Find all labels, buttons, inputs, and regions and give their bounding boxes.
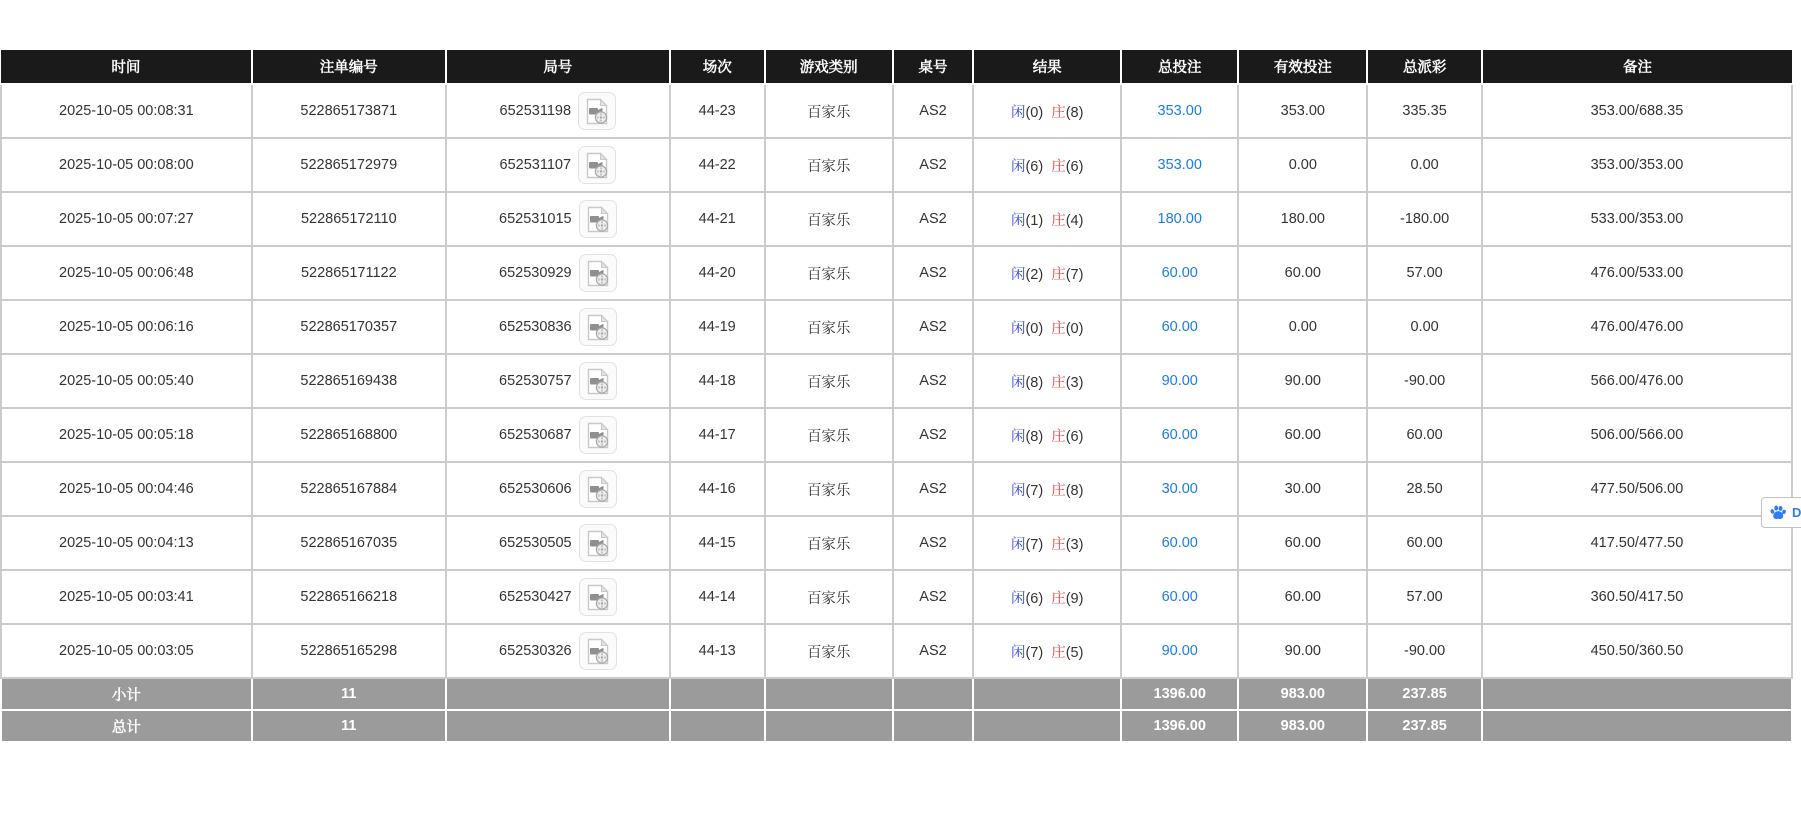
banker-result-label: 庄	[1051, 536, 1066, 553]
video-replay-icon	[586, 530, 610, 557]
cell-table-no: AS2	[893, 570, 974, 624]
player-result-label: 闲	[1010, 104, 1026, 121]
cell-round-no	[446, 354, 670, 408]
video-replay-button[interactable]	[579, 578, 617, 616]
cell-payout: 0.00	[1367, 300, 1482, 354]
total-bet-link[interactable]: 60.00	[1161, 589, 1198, 605]
col-header-valid-bet: 有效投注	[1238, 50, 1367, 84]
cell-valid-bet: 0.00	[1238, 138, 1367, 192]
video-replay-icon	[586, 368, 610, 395]
video-replay-button[interactable]	[579, 470, 617, 508]
cell-session: 44-22	[670, 138, 765, 192]
table-row	[1, 570, 1792, 624]
cell-time: 2025-10-05 00:04:13	[1, 516, 252, 570]
col-header-table-no: 桌号	[893, 50, 974, 84]
banker-result-label: 庄	[1051, 482, 1066, 499]
cell-game-type: 百家乐	[765, 354, 893, 408]
video-replay-button[interactable]	[579, 362, 617, 400]
video-replay-icon	[586, 206, 610, 233]
cell-bet-id: 522865167035	[252, 516, 446, 570]
player-result-score: (7)	[1025, 644, 1044, 661]
cell-round-no	[446, 138, 670, 192]
video-replay-icon	[586, 260, 610, 287]
cell-total-bet	[1121, 462, 1238, 516]
cell-table-no: AS2	[893, 192, 974, 246]
cell-valid-bet: 90.00	[1238, 354, 1367, 408]
cell-result	[973, 570, 1121, 624]
cell-result	[973, 624, 1121, 678]
total-bet-link[interactable]: 60.00	[1161, 319, 1198, 335]
cell-total-bet	[1121, 138, 1238, 192]
cell-total-bet	[1121, 516, 1238, 570]
cell-bet-id: 522865165298	[252, 624, 446, 678]
video-replay-button[interactable]	[578, 92, 616, 130]
player-result-label: 闲	[1010, 212, 1026, 229]
subtotal-empty-remark	[1482, 678, 1792, 710]
video-replay-button[interactable]	[578, 146, 616, 184]
subtotal-payout: 237.85	[1367, 678, 1482, 710]
total-bet-link[interactable]: 353.00	[1157, 157, 1202, 173]
round-no-text: 652531198	[499, 103, 572, 119]
cell-valid-bet: 60.00	[1238, 570, 1367, 624]
table-row	[1, 516, 1792, 570]
cell-session: 44-14	[670, 570, 765, 624]
banker-result-label: 庄	[1051, 266, 1066, 283]
banker-result-label: 庄	[1051, 320, 1066, 337]
cell-session: 44-18	[670, 354, 765, 408]
player-result-score: (7)	[1025, 536, 1044, 553]
cell-valid-bet: 60.00	[1238, 408, 1367, 462]
cell-result	[973, 84, 1121, 138]
cell-payout: 335.35	[1367, 84, 1482, 138]
cell-time: 2025-10-05 00:06:48	[1, 246, 252, 300]
cell-bet-id: 522865173871	[252, 84, 446, 138]
cell-game-type: 百家乐	[765, 570, 893, 624]
cell-remark: 353.00/688.35	[1482, 84, 1792, 138]
round-no-text: 652531015	[499, 211, 572, 227]
cell-result	[973, 354, 1121, 408]
table-row	[1, 246, 1792, 300]
subtotal-empty-round	[446, 678, 670, 710]
banker-result-score: (8)	[1065, 482, 1084, 499]
cell-session: 44-23	[670, 84, 765, 138]
round-no-text: 652530757	[499, 373, 572, 389]
subtotal-valid-bet: 983.00	[1238, 678, 1367, 710]
cell-valid-bet: 0.00	[1238, 300, 1367, 354]
cell-time: 2025-10-05 00:06:16	[1, 300, 252, 354]
table-row	[1, 624, 1792, 678]
cell-game-type: 百家乐	[765, 84, 893, 138]
video-replay-button[interactable]	[579, 416, 617, 454]
subtotal-count: 11	[252, 678, 446, 710]
cell-game-type: 百家乐	[765, 624, 893, 678]
cell-result	[973, 462, 1121, 516]
cell-bet-id: 522865172979	[252, 138, 446, 192]
cell-result	[973, 246, 1121, 300]
video-replay-button[interactable]	[579, 632, 617, 670]
grand-total-empty-result	[973, 710, 1121, 742]
cell-result	[973, 300, 1121, 354]
total-bet-link[interactable]: 353.00	[1157, 103, 1202, 119]
cell-table-no: AS2	[893, 354, 974, 408]
cell-bet-id: 522865172110	[252, 192, 446, 246]
cell-time: 2025-10-05 00:08:31	[1, 84, 252, 138]
player-result-score: (2)	[1025, 266, 1044, 283]
cell-result	[973, 192, 1121, 246]
total-bet-link[interactable]: 90.00	[1161, 643, 1198, 659]
subtotal-row	[1, 678, 1792, 710]
cell-round-no	[446, 408, 670, 462]
cell-time: 2025-10-05 00:03:05	[1, 624, 252, 678]
video-replay-button[interactable]	[579, 200, 617, 238]
subtotal-empty-table	[893, 678, 974, 710]
player-result-score: (6)	[1025, 158, 1044, 175]
round-no-text: 652530687	[499, 427, 572, 443]
col-header-game-type: 游戏类别	[765, 50, 893, 84]
video-replay-icon	[586, 314, 610, 341]
col-header-remark: 备注	[1482, 50, 1792, 84]
cell-bet-id: 522865167884	[252, 462, 446, 516]
banker-result-label: 庄	[1051, 212, 1066, 229]
cell-session: 44-21	[670, 192, 765, 246]
cell-game-type: 百家乐	[765, 408, 893, 462]
col-header-time: 时间	[1, 50, 252, 84]
banker-result-label: 庄	[1051, 644, 1066, 661]
round-no-text: 652530606	[499, 481, 572, 497]
banker-result-label: 庄	[1051, 590, 1066, 607]
cell-total-bet	[1121, 570, 1238, 624]
video-replay-icon	[586, 476, 610, 503]
cell-total-bet	[1121, 300, 1238, 354]
cell-session: 44-20	[670, 246, 765, 300]
player-result-label: 闲	[1010, 374, 1026, 391]
video-replay-icon	[585, 152, 609, 179]
cell-table-no: AS2	[893, 516, 974, 570]
total-bet-link[interactable]: 60.00	[1161, 427, 1198, 443]
cell-bet-id: 522865171122	[252, 246, 446, 300]
cell-payout: -180.00	[1367, 192, 1482, 246]
grand-total-label: 总计	[1, 710, 252, 742]
video-replay-icon	[585, 98, 609, 125]
cell-remark: 566.00/476.00	[1482, 354, 1792, 408]
cell-time: 2025-10-05 00:04:46	[1, 462, 252, 516]
cell-valid-bet: 30.00	[1238, 462, 1367, 516]
cell-payout: -90.00	[1367, 354, 1482, 408]
cell-bet-id: 522865170357	[252, 300, 446, 354]
cell-total-bet	[1121, 624, 1238, 678]
banker-result-score: (6)	[1065, 158, 1084, 175]
cell-game-type: 百家乐	[765, 462, 893, 516]
total-bet-link[interactable]: 180.00	[1157, 211, 1202, 227]
cell-session: 44-19	[670, 300, 765, 354]
extension-badge-label: D	[1792, 505, 1801, 520]
player-result-score: (8)	[1025, 374, 1044, 391]
cell-session: 44-15	[670, 516, 765, 570]
cell-table-no: AS2	[893, 408, 974, 462]
player-result-label: 闲	[1010, 590, 1026, 607]
cell-round-no	[446, 246, 670, 300]
player-result-label: 闲	[1010, 482, 1026, 499]
col-header-session: 场次	[670, 50, 765, 84]
round-no-text: 652531107	[499, 157, 572, 173]
grand-total-count: 11	[252, 710, 446, 742]
table-row	[1, 462, 1792, 516]
col-header-result: 结果	[973, 50, 1121, 84]
cell-remark: 476.00/533.00	[1482, 246, 1792, 300]
cell-remark: 533.00/353.00	[1482, 192, 1792, 246]
player-result-label: 闲	[1010, 428, 1026, 445]
cell-table-no: AS2	[893, 246, 974, 300]
cell-round-no	[446, 462, 670, 516]
cell-payout: 60.00	[1367, 408, 1482, 462]
header-row	[1, 50, 1792, 84]
cell-payout: 0.00	[1367, 138, 1482, 192]
col-header-payout: 总派彩	[1367, 50, 1482, 84]
grand-total-empty-remark	[1482, 710, 1792, 742]
player-result-score: (0)	[1025, 320, 1044, 337]
cell-total-bet	[1121, 246, 1238, 300]
subtotal-empty-game	[765, 678, 893, 710]
grand-total-empty-game	[765, 710, 893, 742]
extension-overlay-badge[interactable]	[1761, 497, 1801, 528]
banker-result-score: (9)	[1065, 590, 1084, 607]
grand-total-empty-table	[893, 710, 974, 742]
banker-result-score: (3)	[1065, 536, 1084, 553]
cell-game-type: 百家乐	[765, 516, 893, 570]
cell-total-bet	[1121, 408, 1238, 462]
table-row	[1, 192, 1792, 246]
banker-result-score: (3)	[1065, 374, 1084, 391]
banker-result-score: (4)	[1065, 212, 1084, 229]
grand-total-payout: 237.85	[1367, 710, 1482, 742]
cell-remark: 450.50/360.50	[1482, 624, 1792, 678]
total-bet-link[interactable]: 60.00	[1161, 265, 1198, 281]
round-no-text: 652530836	[499, 319, 572, 335]
grand-total-empty-session	[670, 710, 765, 742]
cell-game-type: 百家乐	[765, 192, 893, 246]
cell-total-bet	[1121, 192, 1238, 246]
cell-valid-bet: 353.00	[1238, 84, 1367, 138]
cell-time: 2025-10-05 00:08:00	[1, 138, 252, 192]
cell-bet-id: 522865168800	[252, 408, 446, 462]
cell-table-no: AS2	[893, 300, 974, 354]
cell-payout: -90.00	[1367, 624, 1482, 678]
cell-table-no: AS2	[893, 138, 974, 192]
col-header-total-bet: 总投注	[1121, 50, 1238, 84]
cell-time: 2025-10-05 00:03:41	[1, 570, 252, 624]
total-bet-link[interactable]: 60.00	[1161, 535, 1198, 551]
grand-total-row	[1, 710, 1792, 742]
cell-remark: 417.50/477.50	[1482, 516, 1792, 570]
cell-valid-bet: 180.00	[1238, 192, 1367, 246]
round-no-text: 652530427	[499, 589, 572, 605]
cell-table-no: AS2	[893, 462, 974, 516]
table-row	[1, 300, 1792, 354]
video-replay-button[interactable]	[579, 308, 617, 346]
player-result-score: (8)	[1025, 428, 1044, 445]
cell-round-no	[446, 624, 670, 678]
grand-total-empty-round	[446, 710, 670, 742]
player-result-label: 闲	[1010, 320, 1026, 337]
cell-payout: 57.00	[1367, 570, 1482, 624]
subtotal-label: 小计	[1, 678, 252, 710]
player-result-score: (7)	[1025, 482, 1044, 499]
table-row	[1, 84, 1792, 138]
col-header-round-no: 局号	[446, 50, 670, 84]
banker-result-score: (6)	[1065, 428, 1084, 445]
total-bet-link[interactable]: 30.00	[1161, 481, 1198, 497]
video-replay-icon	[586, 584, 610, 611]
table-row	[1, 138, 1792, 192]
cell-valid-bet: 60.00	[1238, 246, 1367, 300]
cell-round-no	[446, 570, 670, 624]
table-row	[1, 354, 1792, 408]
player-result-label: 闲	[1010, 158, 1026, 175]
cell-valid-bet: 90.00	[1238, 624, 1367, 678]
round-no-text: 652530929	[499, 265, 572, 281]
video-replay-icon	[586, 638, 610, 665]
cell-round-no	[446, 516, 670, 570]
player-result-label: 闲	[1010, 536, 1026, 553]
player-result-label: 闲	[1010, 644, 1026, 661]
cell-time: 2025-10-05 00:05:40	[1, 354, 252, 408]
video-replay-button[interactable]	[579, 254, 617, 292]
cell-round-no	[446, 84, 670, 138]
cell-valid-bet: 60.00	[1238, 516, 1367, 570]
cell-remark: 353.00/353.00	[1482, 138, 1792, 192]
round-no-text: 652530505	[499, 535, 572, 551]
table-row	[1, 408, 1792, 462]
subtotal-empty-session	[670, 678, 765, 710]
player-result-label: 闲	[1010, 266, 1026, 283]
total-bet-link[interactable]: 90.00	[1161, 373, 1198, 389]
col-header-bet-id: 注单编号	[252, 50, 446, 84]
player-result-score: (6)	[1025, 590, 1044, 607]
grand-total-total-bet: 1396.00	[1121, 710, 1238, 742]
cell-session: 44-16	[670, 462, 765, 516]
banker-result-label: 庄	[1051, 428, 1066, 445]
subtotal-empty-result	[973, 678, 1121, 710]
cell-remark: 506.00/566.00	[1482, 408, 1792, 462]
cell-result	[973, 408, 1121, 462]
cell-payout: 60.00	[1367, 516, 1482, 570]
banker-result-label: 庄	[1051, 104, 1066, 121]
cell-remark: 477.50/506.00	[1482, 462, 1792, 516]
cell-time: 2025-10-05 00:05:18	[1, 408, 252, 462]
cell-remark: 476.00/476.00	[1482, 300, 1792, 354]
round-no-text: 652530326	[499, 643, 572, 659]
cell-round-no	[446, 192, 670, 246]
banker-result-score: (8)	[1065, 104, 1084, 121]
banker-result-score: (0)	[1065, 320, 1084, 337]
player-result-score: (1)	[1025, 212, 1044, 229]
cell-total-bet	[1121, 84, 1238, 138]
banker-result-label: 庄	[1051, 158, 1066, 175]
cell-game-type: 百家乐	[765, 246, 893, 300]
video-replay-button[interactable]	[579, 524, 617, 562]
cell-payout: 28.50	[1367, 462, 1482, 516]
cell-session: 44-17	[670, 408, 765, 462]
video-replay-icon	[586, 422, 610, 449]
bet-records-table	[0, 50, 1793, 743]
banker-result-score: (5)	[1065, 644, 1084, 661]
cell-table-no: AS2	[893, 84, 974, 138]
cell-remark: 360.50/417.50	[1482, 570, 1792, 624]
cell-game-type: 百家乐	[765, 138, 893, 192]
paw-icon	[1769, 504, 1787, 521]
cell-table-no: AS2	[893, 624, 974, 678]
banker-result-score: (7)	[1065, 266, 1084, 283]
cell-payout: 57.00	[1367, 246, 1482, 300]
subtotal-total-bet: 1396.00	[1121, 678, 1238, 710]
cell-round-no	[446, 300, 670, 354]
cell-result	[973, 516, 1121, 570]
cell-time: 2025-10-05 00:07:27	[1, 192, 252, 246]
banker-result-label: 庄	[1051, 374, 1066, 391]
cell-bet-id: 522865166218	[252, 570, 446, 624]
grand-total-valid-bet: 983.00	[1238, 710, 1367, 742]
cell-game-type: 百家乐	[765, 300, 893, 354]
cell-session: 44-13	[670, 624, 765, 678]
cell-result	[973, 138, 1121, 192]
player-result-score: (0)	[1025, 104, 1044, 121]
cell-total-bet	[1121, 354, 1238, 408]
cell-bet-id: 522865169438	[252, 354, 446, 408]
